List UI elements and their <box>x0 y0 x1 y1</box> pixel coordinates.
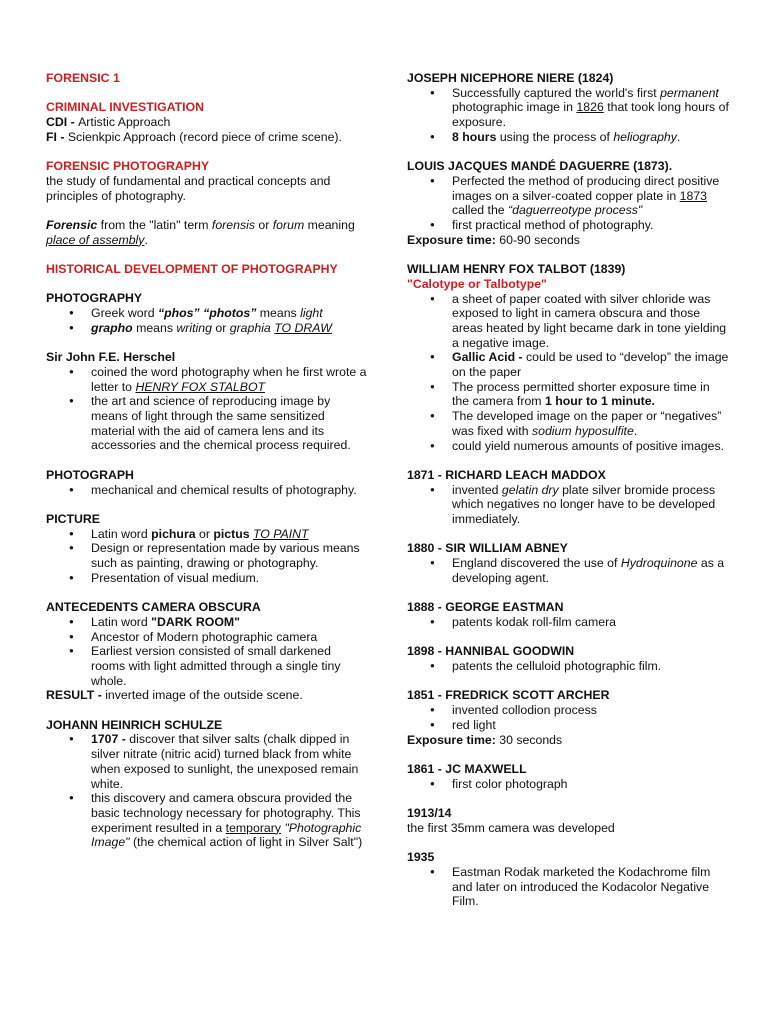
section-heading: JOHANN HEINRICH SCHULZE <box>46 717 223 732</box>
bullet-list <box>46 306 368 335</box>
section-heading: 1888 - GEORGE EASTMAN <box>407 600 564 615</box>
left-column <box>46 71 368 850</box>
list-item: ● Latin word pichura or pictus TO PAINT <box>46 527 368 542</box>
section-heading: CRIMINAL INVESTIGATION <box>46 100 205 115</box>
bullet-list <box>407 615 729 630</box>
list-item: ● 8 hours using the process of heliography. <box>407 130 729 145</box>
paragraph: the first 35mm camera was developed <box>407 820 615 835</box>
bullet-list <box>407 483 729 527</box>
list-item: ● first practical method of photography. <box>407 218 729 233</box>
forensic-photography-section <box>46 159 368 203</box>
bullet-list <box>407 292 729 454</box>
list-item: ● Ancestor of Modern photographic camera <box>46 630 368 645</box>
list-item: ● Perfected the method of producing direct positive images on a silver-coated copper plate in 1873 called the “daguerreotype process" <box>407 174 729 218</box>
bullet-list <box>46 483 368 498</box>
maxwell-section <box>407 762 729 791</box>
daguerre-section <box>407 159 729 247</box>
list-item: ● Successfully captured the world's first permanent photographic image in 1826 that took long hours of exposure. <box>407 86 729 130</box>
bullet-list <box>407 703 729 732</box>
list-item: ● first color photograph <box>407 777 729 792</box>
section-heading: PHOTOGRAPHY <box>46 291 143 306</box>
bullet-list <box>46 615 368 689</box>
list-item: ● Gallic Acid - could be used to “develop” the image on the paper <box>407 350 729 379</box>
section-heading: 1861 - JC MAXWELL <box>407 761 527 776</box>
list-item: ● could yield numerous amounts of positive images. <box>407 439 729 454</box>
year-1935-section <box>407 850 729 909</box>
section-heading: 1913/14 <box>407 806 452 821</box>
bullet-list <box>407 865 729 909</box>
list-item: ● the art and science of reproducing image by means of light through the same sensitized material with the aid of camera lens and its accessories and the chemical process required. <box>46 394 368 453</box>
section-heading: 1935 <box>407 850 435 865</box>
section-heading: HISTORICAL DEVELOPMENT OF PHOTOGRAPHY <box>46 262 338 277</box>
section-heading: WILLIAM HENRY FOX TALBOT (1839) <box>407 262 626 277</box>
list-item: ● England discovered the use of Hydroquinone as a developing agent. <box>407 556 729 585</box>
list-item: ● Greek word “phos” “photos” means light <box>46 306 368 321</box>
goodwin-section <box>407 644 729 673</box>
document-title: FORENSIC 1 <box>46 71 120 85</box>
schulze-section <box>46 718 368 850</box>
list-item: ● Eastman Rodak marketed the Kodachrome film and later on introduced the Kodacolor Negative Film. <box>407 865 729 909</box>
section-heading: FORENSIC PHOTOGRAPHY <box>46 159 210 174</box>
cdi-line: CDI - Artistic Approach <box>46 115 171 130</box>
list-item: ● Presentation of visual medium. <box>46 571 368 586</box>
forensic-definition: Forensic from the "latin" term forensis or forum meaning place of assembly. <box>46 217 355 247</box>
archer-section <box>407 688 729 747</box>
list-item: ● patents the celluloid photographic film. <box>407 659 729 674</box>
criminal-investigation-section <box>46 100 368 144</box>
right-column <box>407 71 729 909</box>
section-heading: 1871 - RICHARD LEACH MADDOX <box>407 467 606 482</box>
section-heading: 1898 - HANNIBAL GOODWIN <box>407 644 575 659</box>
list-item: ● invented gelatin dry plate silver bromide process which negatives no longer have to be developed immediately. <box>407 483 729 527</box>
list-item: ● coined the word photography when he first wrote a letter to HENRY FOX STALBOT <box>46 365 368 394</box>
list-item: ● patents kodak roll-film camera <box>407 615 729 630</box>
bullet-list <box>407 86 729 145</box>
list-item: ● a sheet of paper coated with silver chloride was exposed to light in camera obscura and those areas heated by light became dark in tone yielding a negative image. <box>407 292 729 351</box>
year-1913-section <box>407 806 729 835</box>
list-item: ● Latin word "DARK ROOM" <box>46 615 368 630</box>
bullet-list <box>46 732 368 850</box>
section-heading: LOUIS JACQUES MANDÉ DAGUERRE (1873). <box>407 159 673 174</box>
photograph-section <box>46 468 368 497</box>
exposure-line: Exposure time: 30 seconds <box>407 732 563 747</box>
bullet-list <box>46 365 368 453</box>
bullet-list <box>407 174 729 233</box>
section-heading: ANTECEDENTS CAMERA OBSCURA <box>46 600 261 615</box>
eastman-section <box>407 600 729 629</box>
maddox-section <box>407 468 729 527</box>
list-item: ● red light <box>407 718 729 733</box>
picture-section <box>46 512 368 586</box>
section-heading: PICTURE <box>46 511 100 526</box>
section-heading: JOSEPH NICEPHORE NIERE (1824) <box>407 71 614 85</box>
fi-line: FI - Scienkpic Approach (record piece of crime scene). <box>46 129 342 144</box>
list-item: ● Earliest version consisted of small darkened rooms with light admitted through a single tiny whole. <box>46 644 368 688</box>
list-item: ● this discovery and camera obscura provided the basic technology necessary for photography. This experiment resulted in a temporary "Photographic Image" (the chemical action of light in Silver Salt") <box>46 791 368 850</box>
talbot-section <box>407 262 729 453</box>
list-item: ● grapho means writing or graphia TO DRAW <box>46 321 368 336</box>
section-subheading: "Calotype or Talbotype" <box>407 276 547 291</box>
list-item: ● Design or representation made by various means such as painting, drawing or photography. <box>46 541 368 570</box>
list-item: ● invented collodion process <box>407 703 729 718</box>
abney-section <box>407 541 729 585</box>
section-heading: 1880 - SIR WILLIAM ABNEY <box>407 541 568 556</box>
bullet-list <box>407 659 729 674</box>
exposure-line: Exposure time: 60-90 seconds <box>407 232 580 247</box>
camera-obscura-section <box>46 600 368 703</box>
photography-section <box>46 291 368 335</box>
bullet-list <box>407 777 729 792</box>
list-item: ● 1707 - discover that silver salts (chalk dipped in silver nitrate (nitric acid) turned black from white when exposed to sunlight, the unexposed remain white. <box>46 732 368 791</box>
list-item: ● mechanical and chemical results of photography. <box>46 483 368 498</box>
herschel-section <box>46 350 368 453</box>
bullet-list <box>46 527 368 586</box>
paragraph: the study of fundamental and practical concepts and principles of photography. <box>46 173 331 203</box>
section-heading: 1851 - FREDRICK SCOTT ARCHER <box>407 688 610 703</box>
list-item: ● The developed image on the paper or “negatives” was fixed with sodium hyposulfite. <box>407 409 729 438</box>
bullet-list <box>407 556 729 585</box>
section-heading: PHOTOGRAPH <box>46 467 134 482</box>
result-line: RESULT - inverted image of the outside scene. <box>46 688 303 703</box>
niepce-section <box>407 71 729 145</box>
list-item: ● The process permitted shorter exposure time in the camera from 1 hour to 1 minute. <box>407 380 729 409</box>
section-heading: Sir John F.E. Herschel <box>46 350 176 365</box>
